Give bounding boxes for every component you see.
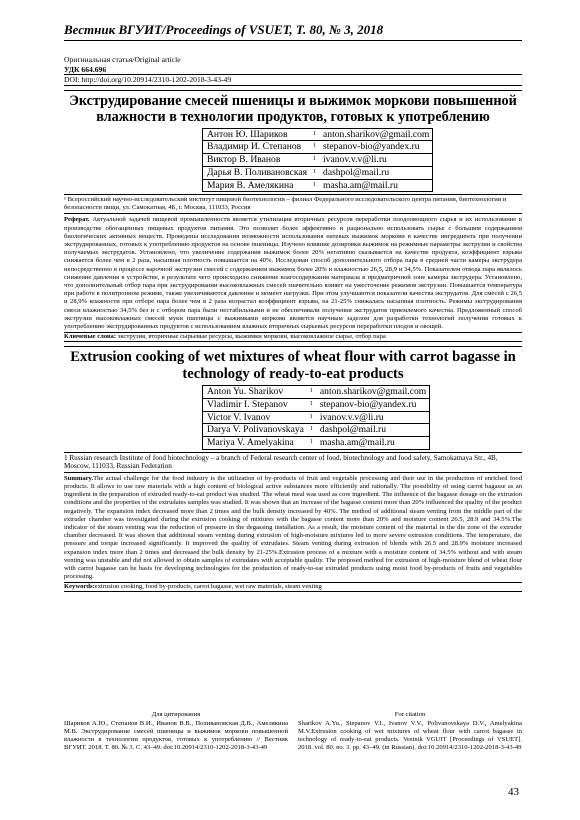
udc-code: УДК 664.696 xyxy=(64,65,522,76)
keywords-label: Ключевые слова: xyxy=(64,333,117,341)
author-affil-mark: 1 xyxy=(310,141,319,154)
page-number: 43 xyxy=(508,786,519,798)
author-affil-mark: 1 xyxy=(310,154,319,167)
author-email[interactable]: anton.sharikov@gmail.com xyxy=(316,386,430,399)
author-row xyxy=(203,424,430,437)
author-email[interactable]: dashpol@mail.ru xyxy=(316,424,430,437)
author-affil-mark: 1 xyxy=(307,411,316,424)
author-affil-mark: 1 xyxy=(310,128,319,141)
title-en: Extrusion cooking of wet mixtures of wheat flour with carrot bagasse in technology of ready-to-eat products xyxy=(64,346,522,382)
abstract-label: Summary. xyxy=(64,474,94,482)
authors-en xyxy=(202,385,430,450)
abstract-label: Реферат. xyxy=(64,216,90,224)
title-ru: Экструдирование смесей пшеницы и выжимок моркови повышенной влажности в технологии продуктов, готовых к употреблению xyxy=(64,90,522,125)
journal-header: Вестник ВГУИТ/Proceedings of VSUET, Т. 80, № 3, 2018 xyxy=(64,22,522,41)
keywords-ru xyxy=(64,332,522,342)
abstract-text: The actual challenge for the food industry is the utilization of by-products of fruit and vegetable processing and their use in the production of enriched food products. It allows to use raw materials with a high content of biological active substances more efficiently and rationally. The possibility of using carrot bagasse as an ingredient in the preparation of extruded ready-to-eat product was studied. The wheat meal was used as core ingredient. The influence of the bagasse dosage on the extrusion conditions and the properties of the extrudates samples was studied. It was shown that an increase of the bagasse content more than 20% influenced the quality of the product negatively. The expansion index decreased more than 2 times and the bulk density increased by 40%. The method of additional steam venting from the middle part of the extruder chamber was investigated during the extrusion cooking of mixtures with the bagasse content more than 20% and moisture content 26.5, 28.9 and 34.5%.The indicator of the steam venting was the reduction of pressure in the degassing installation. As a result, the moisture content of the material in the die zone of the extruder chamber decreased. It was shown that additional steam venting during extrusion of high-moisture mixtures led to more severe extrusion conditions. The temperature, die pressure and torque increased significantly. It improved the quality of extrudates. Steam venting during extrusion of blends with 26.5 and 28.9% moisture increased expansion index more than 2 times and decreased the bulk density by 21-25%.Extrusion process of a mixture with a moisture content of 34.5% without and with steam venting was unstable and did not allowed to obtain samples of extrudates with acceptable quality. The proposed method for extrusion of high-moisture blend of wheat flour with carrot bagasse can be basis for developing technologies for the production of ready-to-eat extruded products using moist food by-products of fruits and vegetables processing. xyxy=(64,474,522,581)
author-name: Владимир И. Степанов xyxy=(203,141,311,154)
keywords-label: Keywords: xyxy=(64,583,95,591)
author-affil-mark: 1 xyxy=(307,398,316,411)
author-name: Дарья В. Поливановская xyxy=(203,166,311,179)
author-row xyxy=(203,179,433,192)
author-name: Mariya V. Amelyakina xyxy=(203,436,307,449)
citation-ru-text: Шариков А.Ю., Степанов В.И., Иванов В.В., Поливановская Д.В., Амелякина М.В. Экструдирование смесей пшеницы и выжимок моркови повышенной влажности в технологии продуктов, готовых к употреблению // Вестник ВГУИТ. 2018. Т. 80. № 3. С. 43–49. doi:10.20914/2310-1202-2018-3-43-49 xyxy=(64,720,288,751)
citation-en xyxy=(298,711,522,752)
author-row xyxy=(203,386,430,399)
author-name: Мария В. Амелякина xyxy=(203,179,311,192)
author-row xyxy=(203,411,430,424)
author-affil-mark: 1 xyxy=(307,386,316,399)
citation-footer xyxy=(64,711,522,752)
keywords-en xyxy=(64,582,522,592)
author-row xyxy=(203,128,433,141)
citation-en-heading: For citation xyxy=(394,711,426,718)
abstract-text: Актуальной задачей пищевой промышленности является утилизация вторичных ресурсов переработки плодоовощного сырья и их использование в производстве обогащенных пищевых продуктов питания. Это позволит более эффективно и рационально использовать сырье с большим содержанием биологических активных веществ. Проведены исследования возможности использования натевых выжимок моркови в качестве ингредиента при получении экструдированных, готовых к употреблению продуктов на основе пшеницы. Изучено влияние дозировки выжимок на режимные параметры экструзии и свойства получаемых экструдатов. Установлено, что увеличение содержания выжимок более 20% негативно сказывается на качестве продукта, коэффициент взрыва снижается более чем в 2 раза, насыпная плотность повышается на 40%. Исследован способ дополнительного отбора пара в средней части камеры экструдера непосредственно в процессе варочной экструзии смесей с содержанием выжимок более 20% и влажностью 26,5, 28,9 и 34,5%. Показателем отвода пара являлось снижение давления в устройстве, в результате чего происходило снижение влагосодержания материала в предматричной зоне камеры экструдера. Установлено, что дополнительный отбор пара при экструдировании высоковлажных смесей значительно влияет на ужесточение режимов экструзии. Повышается температура при работе в политропном режиме, также увеличиваются давление и момент нагрузки. При этом улучшаются показатели качества экструдатов. Для смесей с 26,5 и 28,9% влажности при отборе пара более чем в 2 раза возрастал коэффициент взрыва, на 21-25% снижалась насыпная плотность. Режимы экструдирования смеси влажностью 34,5% без и с отбором пара были нестабильными и не обеспечивали получения экструдатов приемлемого качества. Предложенный способ экструзии высоковлажных смесей муки пшеницы с выжимками моркови является научным заделом для разработки технологий получения готовых к употреблению экструдированных продуктов с использованием влажных вторичных сырьевых ресурсов переработки плодов и овощей. xyxy=(64,216,522,330)
author-name: Виктор В. Иванов xyxy=(203,154,311,167)
author-email[interactable]: dashpol@mail.ru xyxy=(319,166,433,179)
author-email[interactable]: masha.am@mail.ru xyxy=(319,179,433,192)
author-name: Darya V. Polivanovskaya xyxy=(203,424,307,437)
author-name: Антон Ю. Шариков xyxy=(203,128,311,141)
article-type: Оригинальная статья/Original article xyxy=(64,55,181,64)
author-row xyxy=(203,166,433,179)
citation-ru xyxy=(64,711,288,752)
author-row xyxy=(203,154,433,167)
doi-link[interactable]: DOI: http://doi.org/10.20914/2310-1202-2018-3-43-49 xyxy=(64,75,522,86)
authors-ru xyxy=(202,128,433,193)
author-email[interactable]: ivanov.v.v@li.ru xyxy=(316,411,430,424)
affiliation-ru: ¹ Всероссийский научно-исследовательский институт пищевой биотехнологии – филиал Федерального исследовательского центра питания, биотехнологии и безопасности пищи, ул. Самокатная, 4Б, г. Москва, 111033, Россия xyxy=(64,194,522,214)
article-meta xyxy=(64,55,522,86)
author-name: Victor V. Ivanov xyxy=(203,411,307,424)
author-email[interactable]: ivanov.v.v@li.ru xyxy=(319,154,433,167)
affiliation-en: 1 Russian research Institute of food biotechnology – a branch of Federal research center of food, biotechnology and food safety, Samokatnaya Str., 4B, Moscow, 111033, Russian Federation xyxy=(64,452,522,473)
author-row xyxy=(203,141,433,154)
citation-en-text: Sharikov A.Yu., Stepanov V.I., Ivanov V.V., Polivanovskaya D.V., Amelyakina M.V.Extrusion cooking of wet mixtures of wheat flour with carrot bagasse in technology of ready-to-eat products. Vestnik VGUIT [Proceedings of VSUET]. 2018. vol. 80. no. 3. pp. 43–49. (in Russian). doi:10.20914/2310-1202-2018-3-43-49 xyxy=(298,720,522,751)
author-affil-mark: 1 xyxy=(307,436,316,449)
abstract-en xyxy=(64,475,522,582)
author-email[interactable]: stepanov-bio@yandex.ru xyxy=(316,398,430,411)
abstract-ru xyxy=(64,216,522,331)
author-affil-mark: 1 xyxy=(310,166,319,179)
author-row xyxy=(203,398,430,411)
author-name: Anton Yu. Sharikov xyxy=(203,386,307,399)
citation-ru-heading: Для цитирования xyxy=(151,711,201,718)
author-row xyxy=(203,436,430,449)
author-email[interactable]: anton.sharikov@gmail.com xyxy=(319,128,433,141)
author-email[interactable]: masha.am@mail.ru xyxy=(316,436,430,449)
author-name: Vladimir I. Stepanov xyxy=(203,398,307,411)
author-email[interactable]: stepanov-bio@yandex.ru xyxy=(319,141,433,154)
author-affil-mark: 1 xyxy=(307,424,316,437)
author-affil-mark: 1 xyxy=(310,179,319,192)
keywords-text: экструзия, вторичные сырьевые ресурсы, выжимки моркови, высоковлажное сырье, отбор пара xyxy=(116,333,386,341)
article-page xyxy=(64,22,522,592)
keywords-text: extrusion cooking, food by-products, carrot bagasse, wet raw materials, steam venting xyxy=(94,583,322,591)
